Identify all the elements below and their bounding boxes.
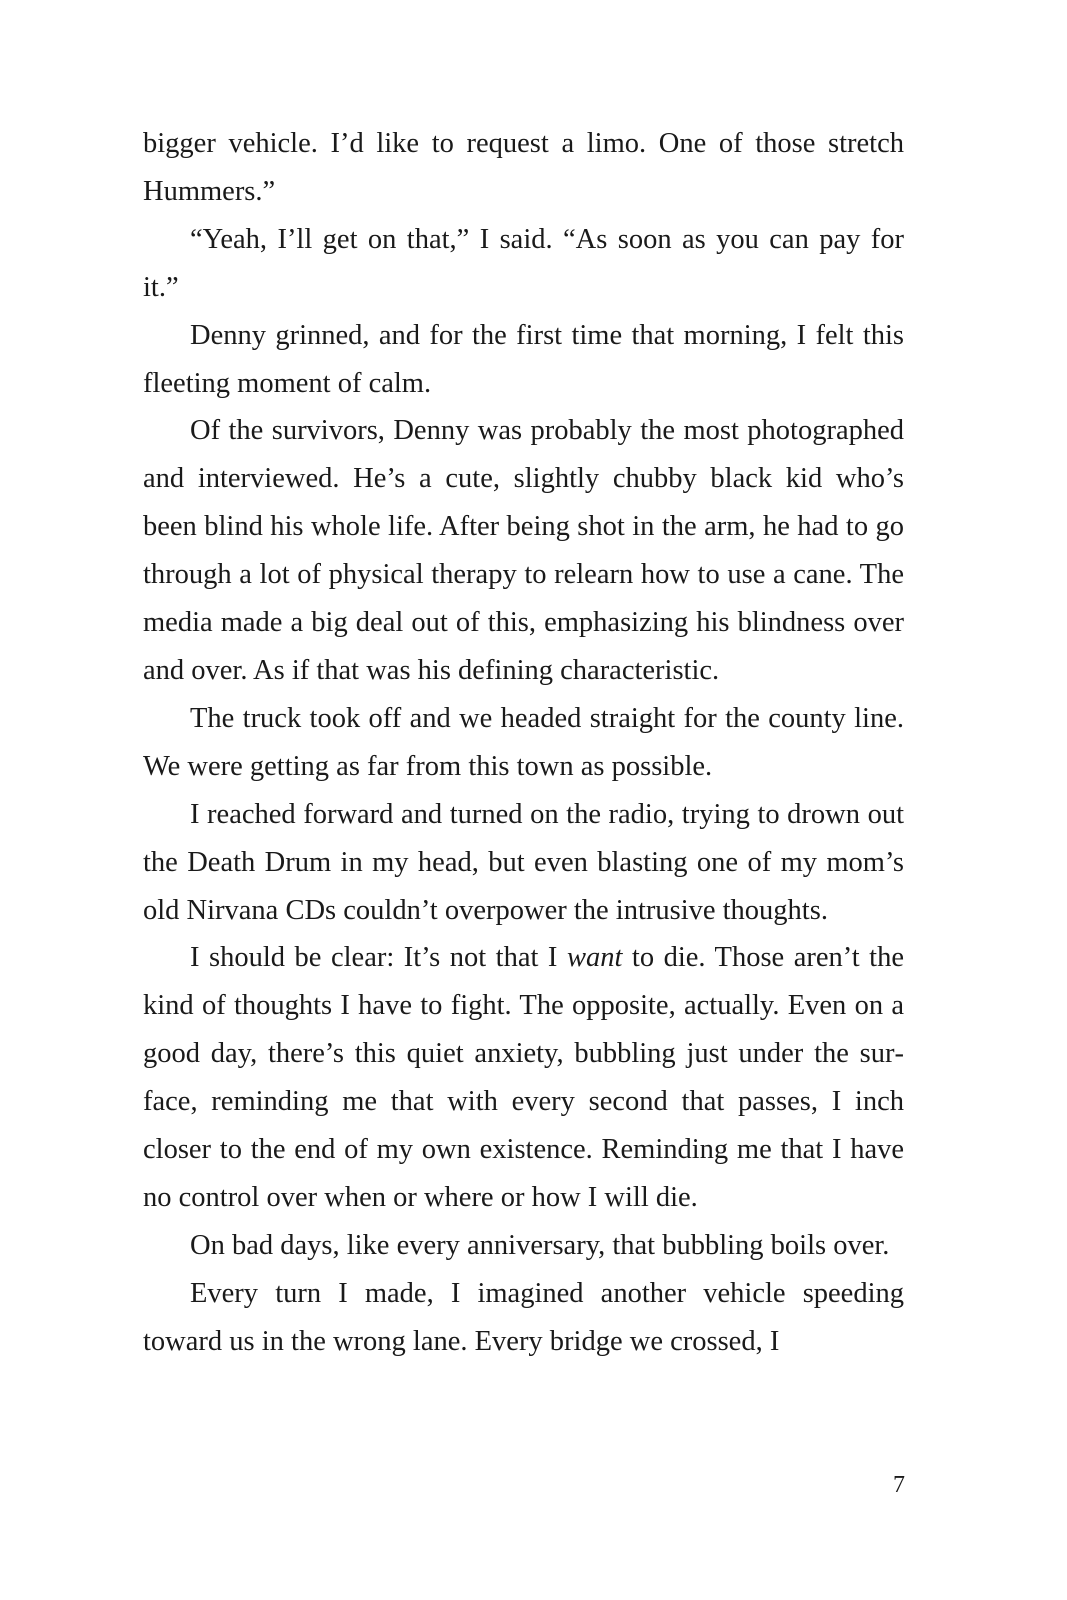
- paragraph: [143, 1270, 904, 1366]
- italic-text: want: [566, 942, 623, 974]
- text-run: Of the survivors, Denny was probably the most photographed and interviewed. He’s a cute, slightly chubby black kid who’s been blind his whole life. After being shot in the arm, he had to go through a lot of physical therapy to relearn how to use a cane. The media made a big deal out of this, emphasizing his blindness over and over. As if that was his defining characteristic.: [143, 415, 904, 686]
- text-run: The truck took off and we headed straight for the county line. We were getting as far from this town as possible.: [143, 702, 904, 782]
- paragraph: [143, 695, 904, 791]
- paragraph: [143, 120, 904, 216]
- text-run: bigger vehicle. I’d like to request a limo. One of those stretch Hummers.”: [143, 128, 904, 207]
- paragraph: [143, 407, 904, 694]
- text-run: Denny grinned, and for the first time that morning, I felt this fleeting moment of calm.: [143, 319, 904, 399]
- text-run: I should be clear: It’s not that I: [190, 942, 567, 974]
- text-run: Every turn I made, I imagined another vehicle speeding toward us in the wrong lane. Every bridge we crossed, I: [143, 1277, 904, 1357]
- text-run: On bad days, like every anniversary, that bubbling boils over.: [190, 1229, 890, 1261]
- paragraph: [143, 216, 904, 312]
- body-text: [143, 120, 904, 1366]
- text-run: “Yeah, I’ll get on that,” I said. “As soon as you can pay for it.”: [143, 223, 904, 303]
- paragraph: [143, 1222, 904, 1270]
- paragraph: [143, 312, 904, 408]
- paragraph: [143, 934, 904, 1221]
- text-run: I reached forward and turned on the radio, trying to drown out the Death Drum in my head, but even blasting one of my mom’s old Nirvana CDs couldn’t overpower the intrusive thoughts.: [143, 798, 904, 926]
- page-number: 7: [893, 1472, 905, 1498]
- paragraph: [143, 791, 904, 935]
- text-run: to die. Those aren’t the kind of thoughts I have to fight. The opposite, actually. Even on a good day, there’s this quiet anxiety, bubbling just under the surface, reminding me that with every second that passes, I inch closer to the end of my own existence. Reminding me that I have no control over when or where or how I will die.: [143, 942, 904, 1213]
